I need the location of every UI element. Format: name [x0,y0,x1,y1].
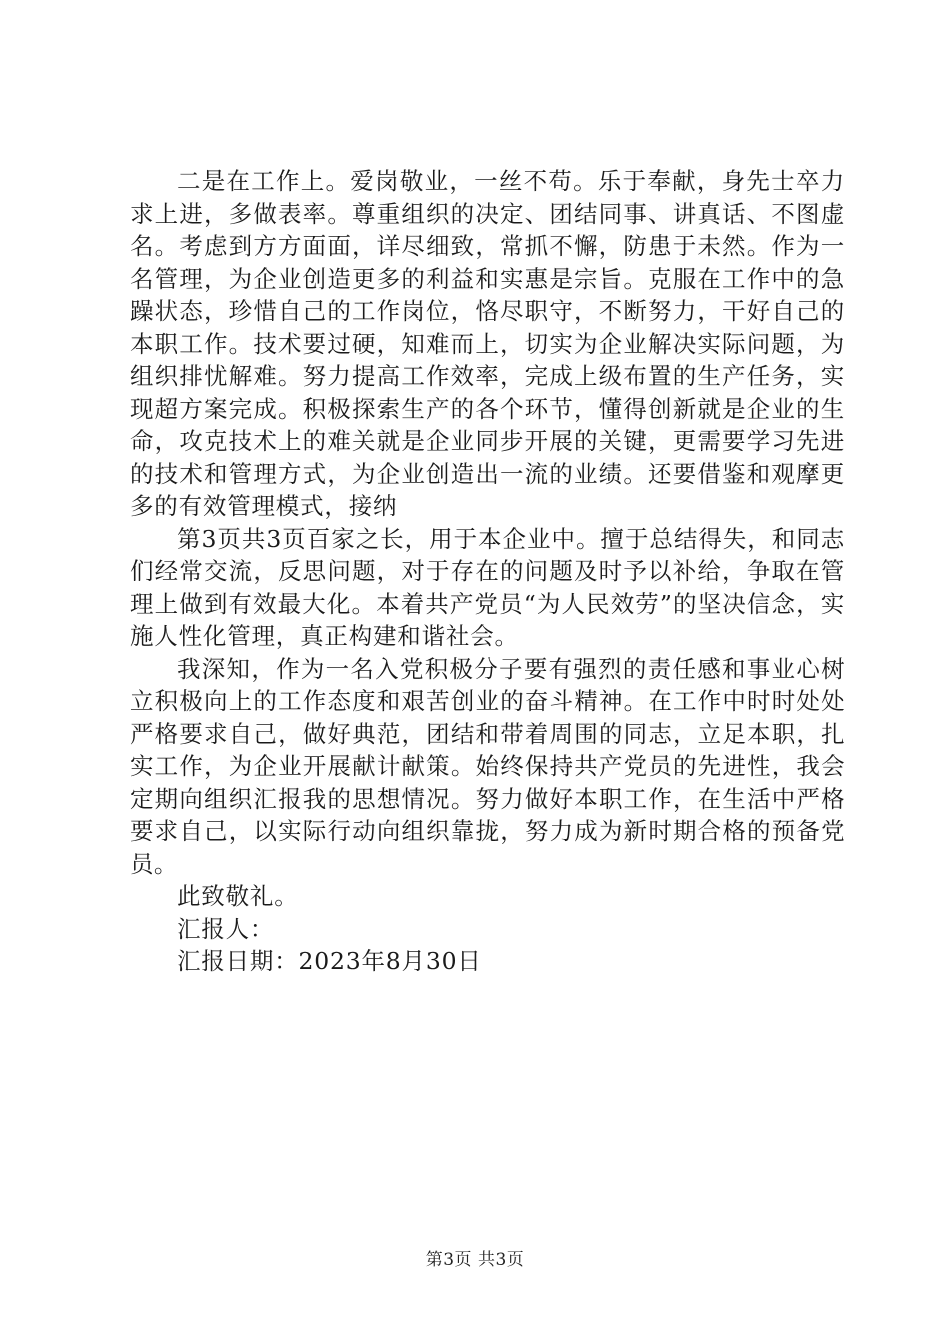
closing-salutation: 此致敬礼。 [177,882,299,910]
paragraph-continuation: 第3页共3页百家之长，用于本企业中。擅于总结得失，和同志们经常交流，反思问题，对于存在的问题及时予以补给，争取在管理上做到有效最大化。本着共产党员“为人民效劳”的坚决信念，实施人性化管理，真正构建和谐社会。 [130,524,845,650]
page-footer: 第3页 共3页 [425,1250,525,1270]
paragraph-commitment: 我深知，作为一名入党积极分子要有强烈的责任感和事业心树立积极向上的工作态度和艰苦创业的奋斗精神。在工作中时时处处严格要求自己，做好典范，团结和带着周围的同志，立足本职，扎实工作，为企业开展献计献策。始终保持共产党员的先进性，我会定期向组织汇报我的思想情况。努力做好本职工作，在生活中严格要求自己，以实际行动向组织靠拢，努力成为新时期合格的预备党员。 [130,654,845,878]
report-date: 汇报日期：2023年8月30日 [177,947,482,975]
reporter-label: 汇报人： [177,914,275,943]
paragraph-work: 二是在工作上。爱岗敬业，一丝不苟。乐于奉献，身先士卒力求上进，多做表率。尊重组织的决定、团结同事、讲真话、不图虚名。考虑到方方面面，详尽细致，常抓不懈，防患于未然。作为一名管理，为企业创造更多的利益和实惠是宗旨。克服在工作中的急躁状态，珍惜自己的工作岗位，恪尽职守，不断努力，干好自己的本职工作。技术要过硬，知难而上，切实为企业解决实际问题，为组织排忧解难。努力提高工作效率，完成上级布置的生产任务，实现超方案完成。积极探索生产的各个环节，懂得创新就是企业的生命，攻克技术上的难关就是企业同步开展的关键，更需要学习先进的技术和管理方式，为企业创造出一流的业绩。还要借鉴和观摩更多的有效管理模式，接纳 [130,167,845,520]
document-body [130,165,845,978]
